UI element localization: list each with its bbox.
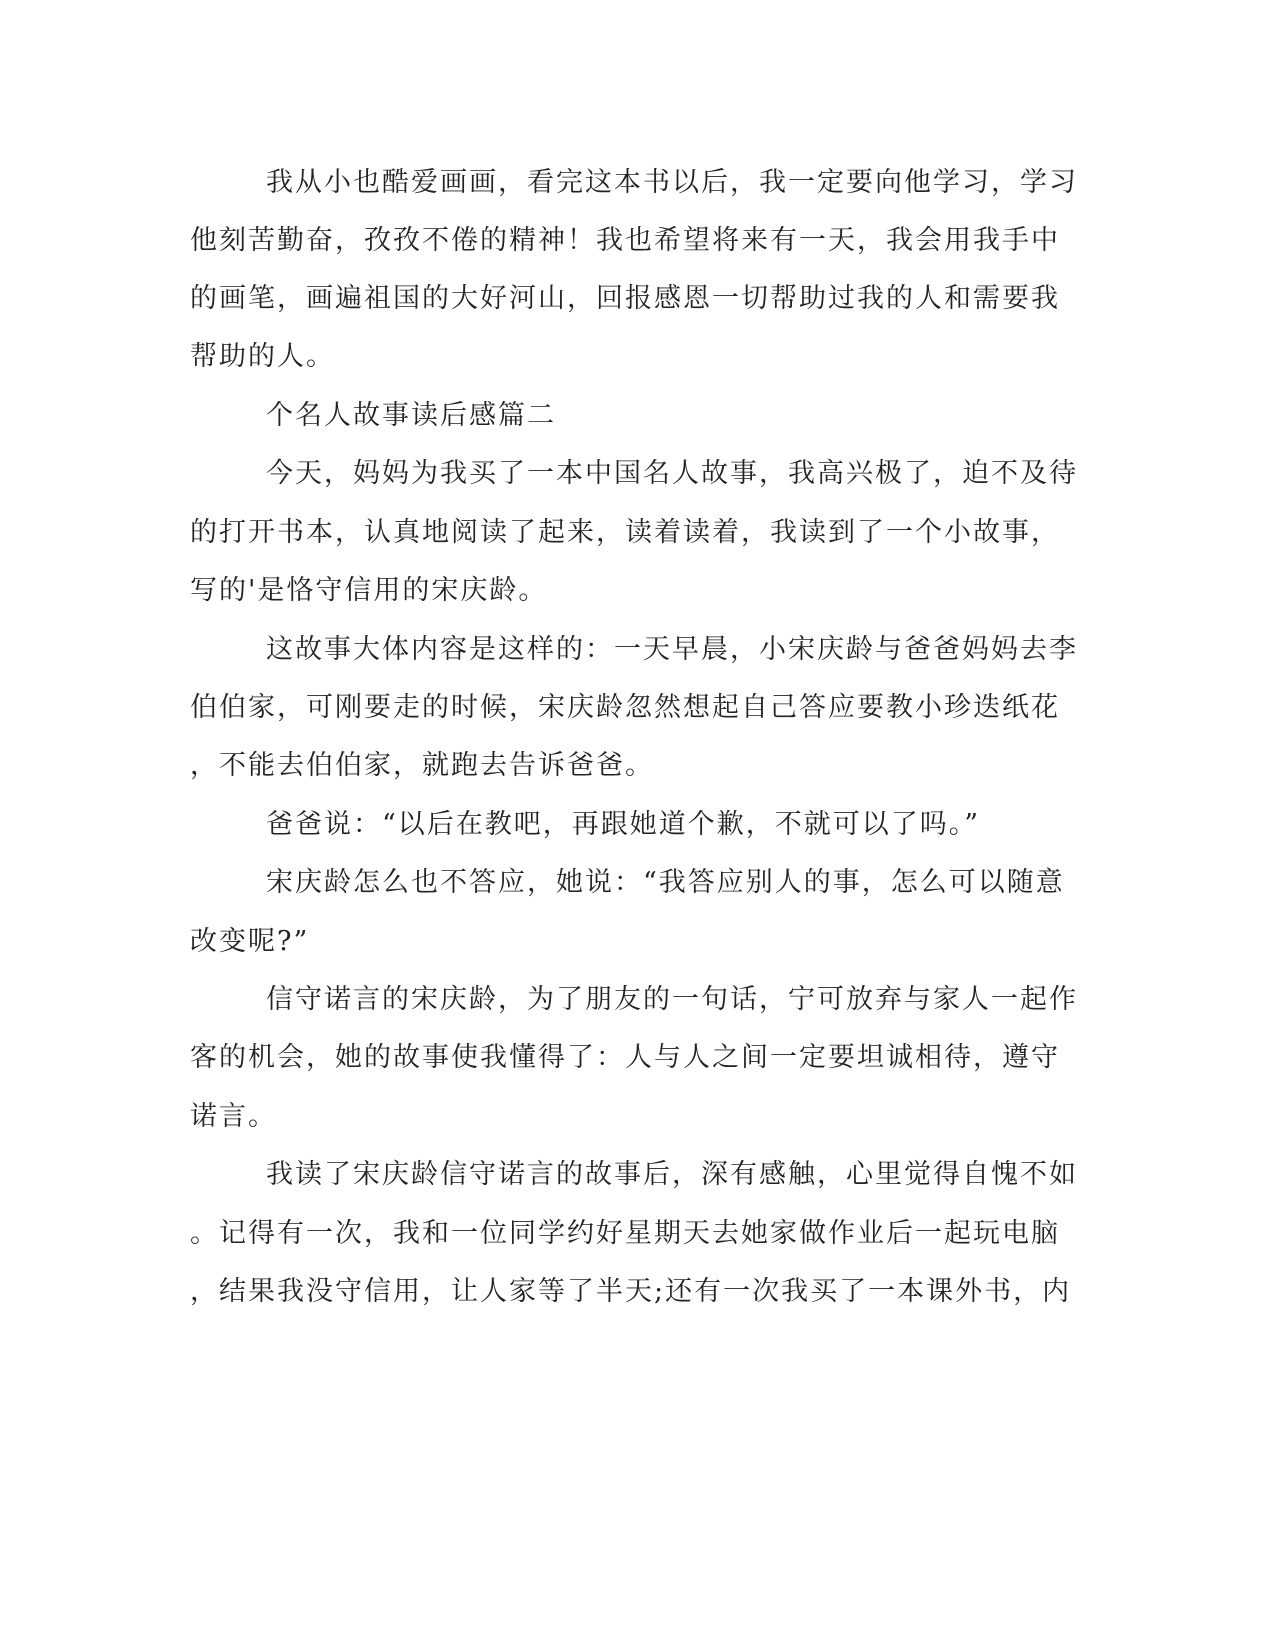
section-heading: 个名人故事读后感篇二 — [266, 400, 556, 431]
text-line: 我从小也酷爱画画，看完这本书以后，我一定要向他学习，学习 — [266, 167, 1078, 198]
text-line: 信守诺言的宋庆龄，为了朋友的一句话，宁可放弃与家人一起作 — [266, 984, 1078, 1015]
text-line: 帮助的人。 — [190, 341, 335, 372]
text-line: 。记得有一次，我和一位同学约好星期天去她家做作业后一起玩电脑 — [190, 1218, 1060, 1249]
text-line: 改变呢?” — [190, 926, 310, 957]
text-line: 宋庆龄怎么也不答应，她说：“我答应别人的事，怎么可以随意 — [266, 867, 1065, 898]
text-line: 今天，妈妈为我买了一本中国名人故事，我高兴极了，迫不及待 — [266, 458, 1078, 489]
text-line: 写的'是恪守信用的宋庆龄。 — [190, 575, 548, 606]
text-line: 的打开书本，认真地阅读了起来，读着读着，我读到了一个小故事， — [190, 517, 1060, 548]
text-line: 他刻苦勤奋，孜孜不倦的精神！我也希望将来有一天，我会用我手中 — [190, 225, 1060, 256]
text-line: 这故事大体内容是这样的：一天早晨，小宋庆龄与爸爸妈妈去李 — [266, 634, 1078, 665]
text-line: ，结果我没守信用，让人家等了半天;还有一次我买了一本课外书，内 — [190, 1276, 1072, 1307]
text-line: 诺言。 — [190, 1101, 277, 1132]
text-line: 伯伯家，可刚要走的时候，宋庆龄忽然想起自己答应要教小珍迭纸花 — [190, 692, 1060, 723]
text-line: 爸爸说：“以后在教吧，再跟她道个歉，不就可以了吗。” — [266, 809, 981, 840]
text-line: ，不能去伯伯家，就跑去告诉爸爸。 — [190, 750, 654, 781]
text-line: 客的机会，她的故事使我懂得了：人与人之间一定要坦诚相待，遵守 — [190, 1042, 1060, 1073]
text-line: 的画笔，画遍祖国的大好河山，回报感恩一切帮助过我的人和需要我 — [190, 283, 1060, 314]
text-line: 我读了宋庆龄信守诺言的故事后，深有感触，心里觉得自愧不如 — [266, 1159, 1078, 1190]
